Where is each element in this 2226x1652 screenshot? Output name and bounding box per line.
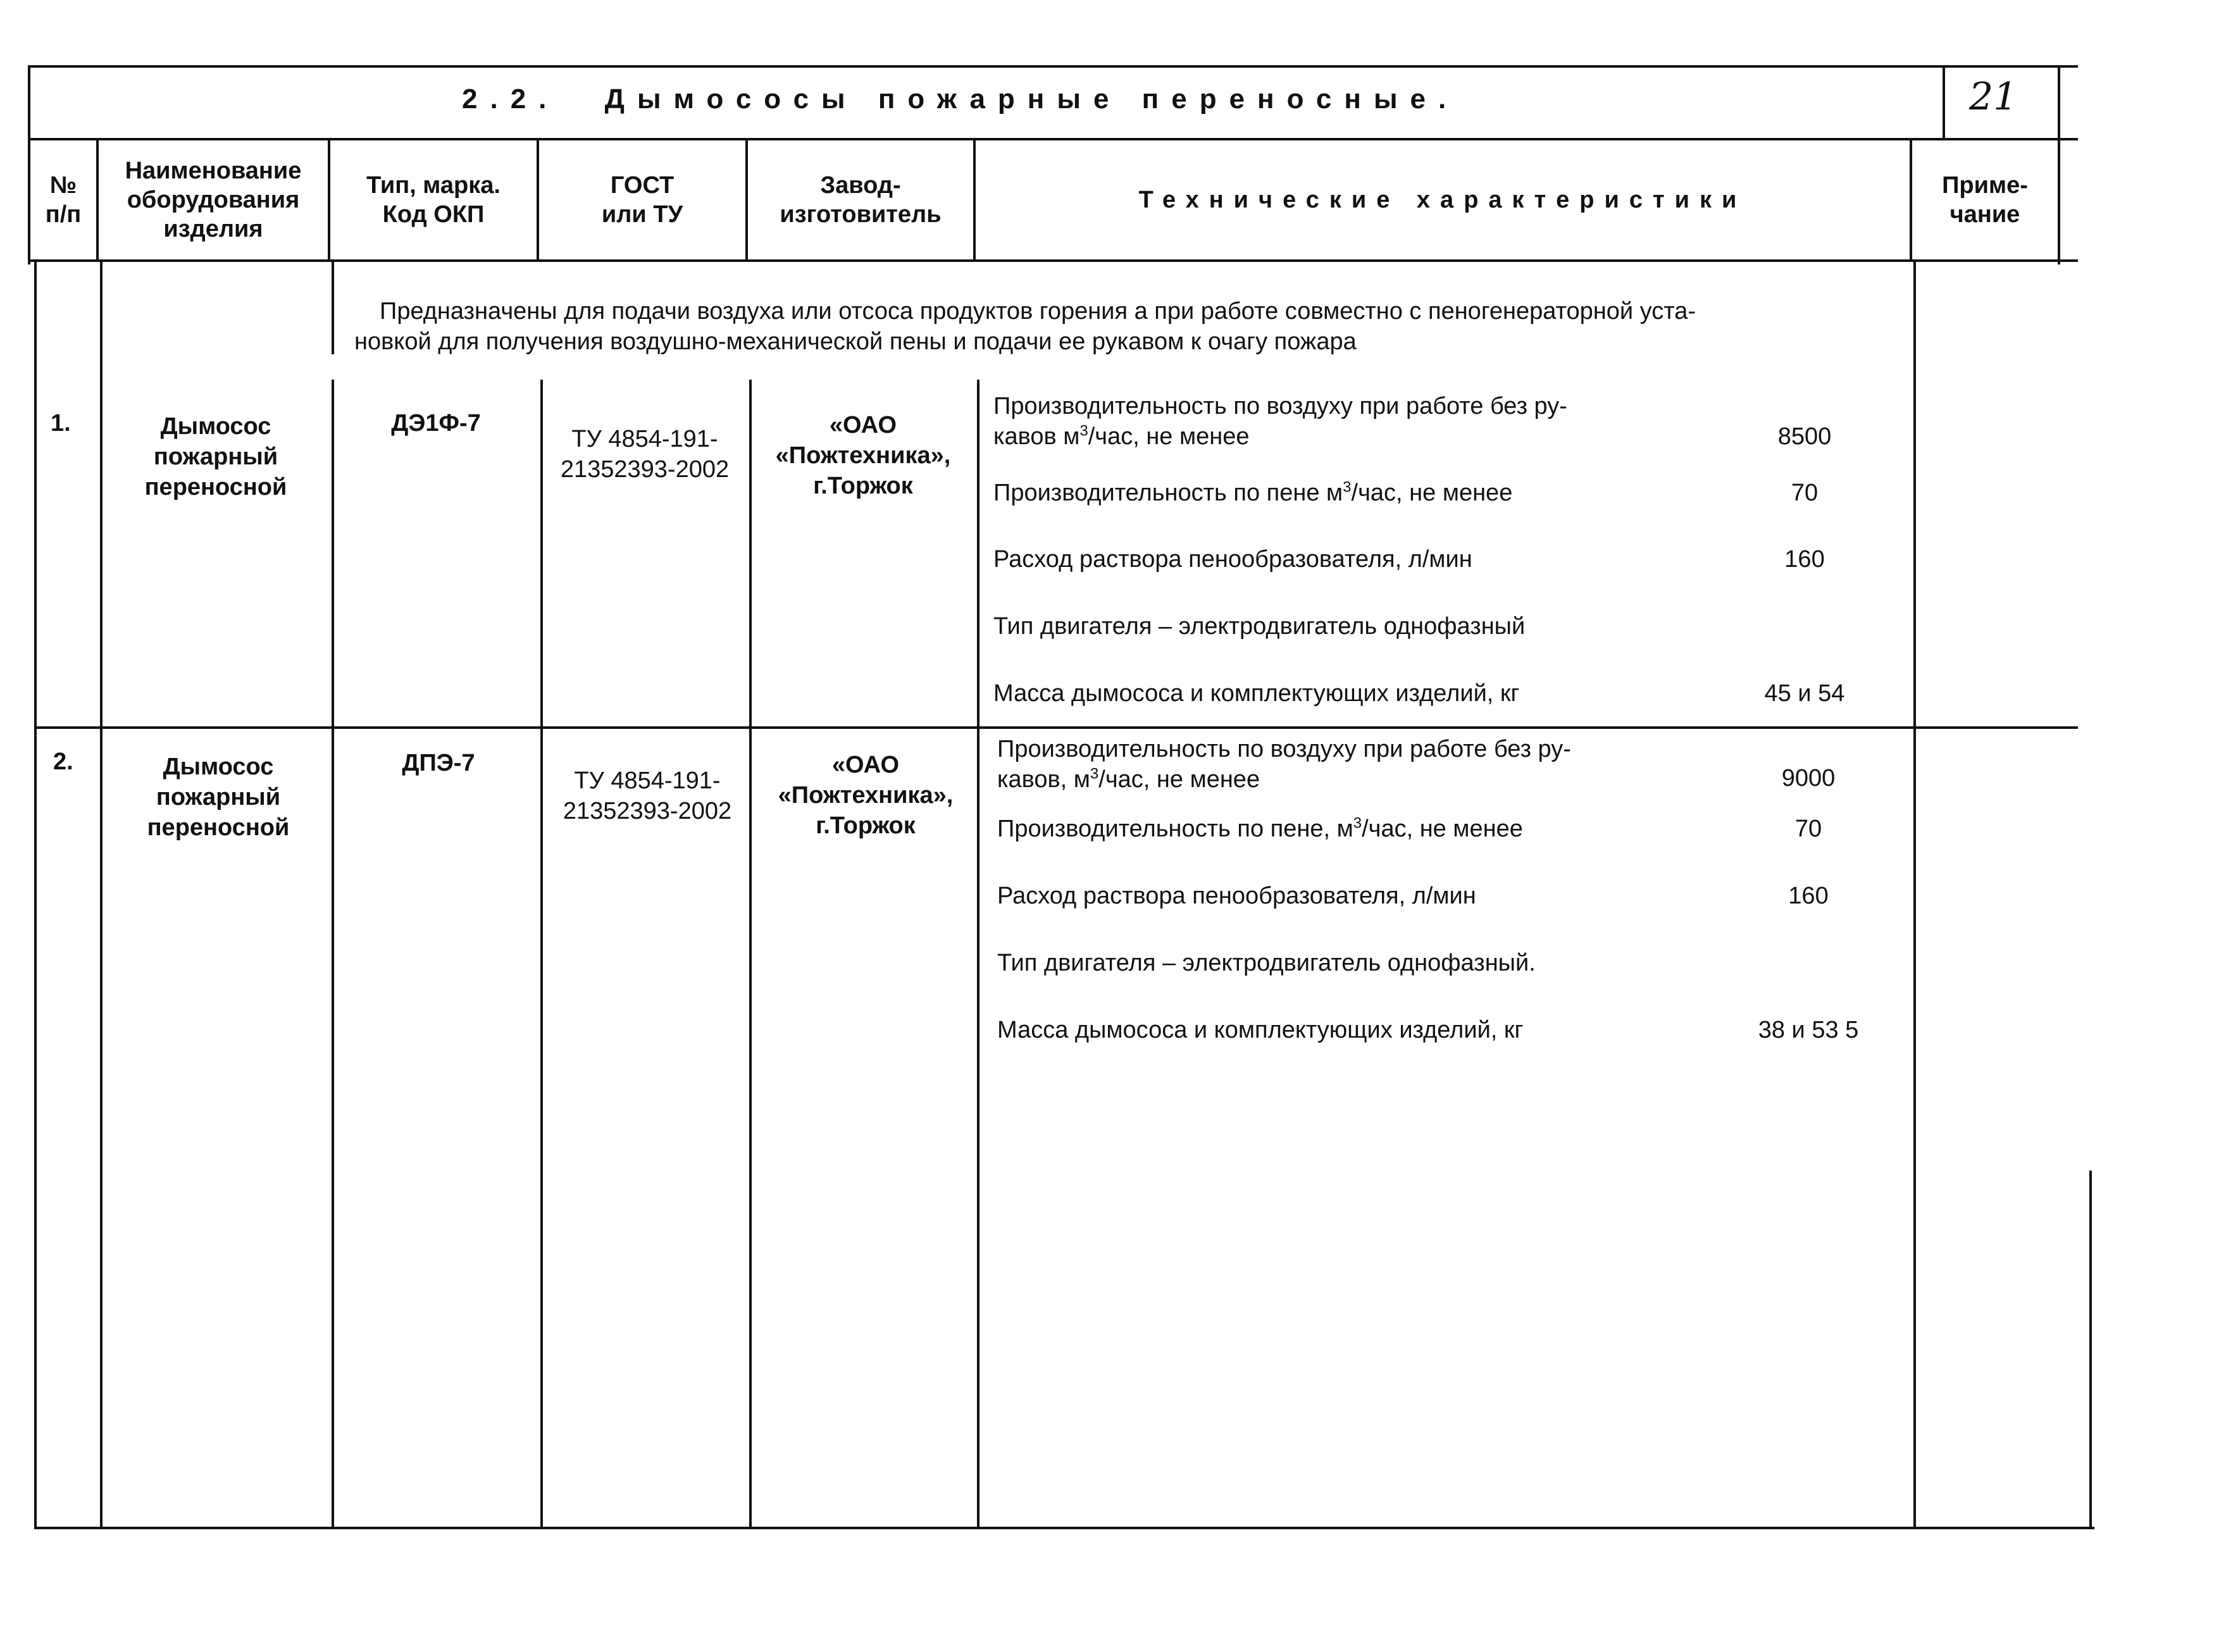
section-title <box>462 84 1458 115</box>
row-name: Дымосос пожарный переносной <box>144 413 287 500</box>
spec-value: 70 <box>1794 816 1822 842</box>
spec-value: 160 <box>1784 546 1825 573</box>
section-title-text: Дымососы пожарные переносные. <box>604 84 1459 115</box>
spec-value: 70 <box>1791 480 1819 506</box>
spec-foam-capacity: Производительность по пене, $м^3$/час, не менее <box>997 814 1523 842</box>
spec-value: 9000 <box>1781 765 1836 792</box>
header-type: Тип, марка. Код ОКП <box>366 172 501 228</box>
header-num: № п/п <box>45 172 82 228</box>
row-number: 2. <box>53 748 73 775</box>
spec-foam-capacity: Производительность по пене $м^3$/час, не менее <box>993 478 1513 506</box>
header-maker: Завод- изготовитель <box>780 172 942 228</box>
spec-mass: Масса дымососа и комплектующих изделий, кг <box>997 1017 1524 1043</box>
spec-foam-consumption: Расход раствора пенообразователя, л/мин <box>997 883 1476 909</box>
spec-air-capacity: Производительность по воздуху при работе без ру- кавов $м^3$/час, не менее <box>993 393 1567 450</box>
header-specs: Технические характеристики <box>1138 187 1747 213</box>
spec-value: 8500 <box>1777 423 1832 450</box>
intro-text <box>354 296 1911 357</box>
row-type: ДЭ1Ф-7 <box>391 410 481 437</box>
row-number: 1. <box>51 410 71 437</box>
page-number: 21 <box>1969 75 2018 119</box>
spec-air-capacity: Производительность по воздуху при работе без ру- кавов, $м^3$/час, не менее <box>997 736 1571 793</box>
intro-line-2: новкой для получения воздушно-механической пены и подачи ее рукавом к очагу пожара <box>354 328 1357 355</box>
header-name: Наименование оборудования изделия <box>125 158 302 242</box>
row-gost: ТУ 4854-191- 21352393-2002 <box>560 426 730 483</box>
spec-engine-type: Тип двигателя – электродвигатель однофазный <box>993 613 1526 640</box>
row-maker: «ОАО «Пожтехника», г.Торжок <box>775 412 951 499</box>
spec-mass: Масса дымососа и комплектующих изделий, кг <box>993 680 1520 707</box>
spec-value: 160 <box>1788 883 1829 909</box>
row-gost: ТУ 4854-191- 21352393-2002 <box>563 767 732 824</box>
header-note: Приме- чание <box>1942 172 2028 228</box>
section-number: 2.2. <box>462 84 559 115</box>
spec-value: 45 и 54 <box>1764 680 1845 707</box>
intro-line-1: Предназначены для подачи воздуха или отсоса продуктов горения а при работе совместно с пеногенераторной уста- <box>380 298 1696 325</box>
spec-value: 38 и 53 5 <box>1758 1017 1859 1043</box>
row-name: Дымосос пожарный переносной <box>147 754 290 841</box>
spec-foam-consumption: Расход раствора пенообразователя, л/мин <box>993 546 1472 573</box>
header-gost: ГОСТ или ТУ <box>601 172 683 228</box>
row-type: ДПЭ-7 <box>402 750 475 776</box>
row-maker: «ОАО «Пожтехника», г.Торжок <box>778 752 954 839</box>
spec-engine-type: Тип двигателя – электродвигатель однофазный. <box>997 950 1536 976</box>
